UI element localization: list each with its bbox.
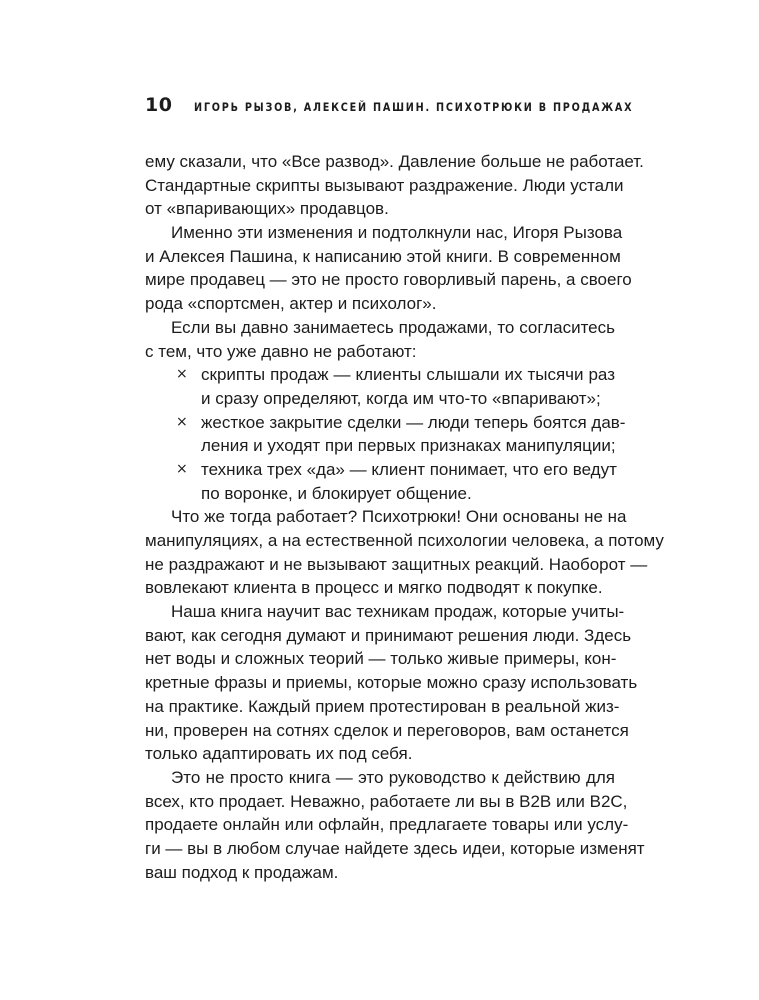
text-line: кретные фразы и приемы, которые можно сразу использовать bbox=[145, 673, 638, 693]
text-line: всех, кто продает. Неважно, работаете ли вы в B2B или B2C, bbox=[145, 791, 628, 811]
text-line: ваш подход к продажам. bbox=[145, 862, 339, 882]
text-line: и сразу определяют, когда им что-то «впаривают»; bbox=[201, 388, 601, 408]
list-item-text: техника трех «да» — клиент понимает, что его ведут bbox=[201, 459, 617, 479]
text-line: только адаптировать их под себя. bbox=[145, 744, 413, 764]
text-line: мире продавец — это не просто говорливый парень, а своего bbox=[145, 270, 632, 290]
list-item-text: жесткое закрытие сделки — люди теперь боятся дав- bbox=[201, 412, 626, 432]
running-title: ИГОРЬ РЫЗОВ, АЛЕКСЕЙ ПАШИН. ПСИХОТРЮКИ В ПРОДАЖАХ bbox=[194, 100, 634, 114]
text-line: рода «спортсмен, актер и психолог». bbox=[145, 294, 437, 314]
text-line: ему сказали, что «Все развод». Давление больше не работает. bbox=[145, 152, 644, 171]
text-line: Если вы давно занимаетесь продажами, то согласитесь bbox=[171, 317, 615, 337]
text-line: вают, как сегодня думают и принимают решения люди. Здесь bbox=[145, 625, 632, 645]
text-line: с тем, что уже давно не работают: bbox=[145, 341, 417, 361]
list-item bbox=[145, 363, 615, 387]
text-line: Стандартные скрипты вызывают раздражение. Люди устали bbox=[145, 175, 624, 195]
list-item bbox=[145, 458, 615, 482]
text-line: ни, проверен на сотнях сделок и переговоров, вам останется bbox=[145, 720, 629, 740]
text-line: Наша книга научит вас техникам продаж, которые учиты- bbox=[171, 602, 625, 622]
text-line: ги — вы в любом случае найдете здесь идеи, которые изменят bbox=[145, 838, 645, 858]
body-text bbox=[145, 150, 664, 884]
cross-bullet-icon: × bbox=[176, 366, 188, 383]
cross-bullet-icon: × bbox=[176, 460, 188, 477]
text-line: ления и уходят при первых признаках манипуляции; bbox=[201, 436, 616, 456]
list-item-text: скрипты продаж — клиенты слышали их тысячи раз bbox=[201, 365, 615, 385]
text-line: вовлекают клиента в процесс и мягко подводят к покупке. bbox=[145, 578, 603, 598]
page-number: 10 bbox=[145, 94, 173, 116]
text-line: от «впаривающих» продавцов. bbox=[145, 199, 389, 219]
text-line: манипуляциях, а на естественной психологии человека, а потому bbox=[145, 531, 664, 550]
list-item bbox=[145, 411, 626, 435]
text-line: нет воды и сложных теорий — только живые примеры, кон- bbox=[145, 649, 617, 669]
text-line: на практике. Каждый прием протестирован в реальной жиз- bbox=[145, 696, 620, 716]
text-line: не раздражают и не вызывают защитных реакций. Наоборот — bbox=[145, 554, 648, 574]
text-line: Это не просто книга — это руководство к действию для bbox=[171, 767, 615, 787]
text-line: по воронке, и блокирует общение. bbox=[201, 483, 472, 503]
text-line: Именно эти изменения и подтолкнули нас, Игоря Рызова bbox=[171, 223, 623, 243]
text-line: и Алексея Пашина, к написанию этой книги. В современном bbox=[145, 246, 621, 266]
cross-bullet-icon: × bbox=[176, 413, 188, 430]
text-line: продаете онлайн или офлайн, предлагаете товары или услу- bbox=[145, 815, 629, 835]
text-line: Что же тогда работает? Психотрюки! Они основаны не на bbox=[171, 507, 627, 527]
page-header bbox=[145, 94, 717, 116]
